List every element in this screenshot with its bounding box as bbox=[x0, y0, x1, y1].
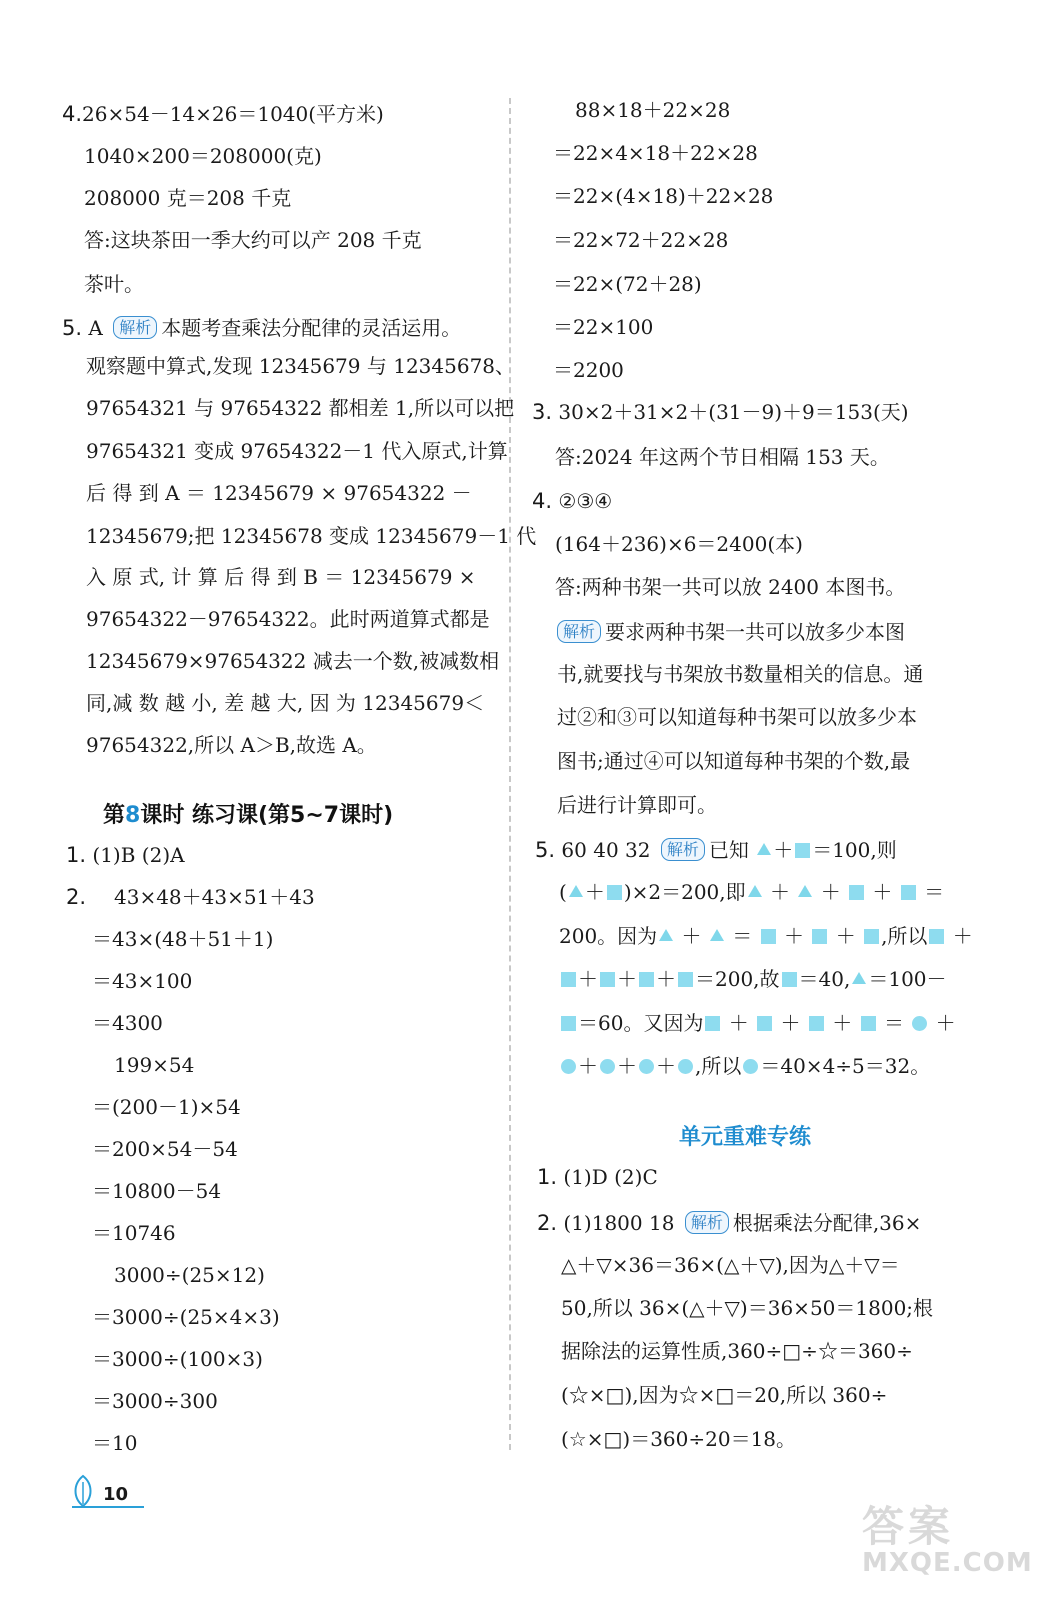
calc-line: ＝10 bbox=[92, 1431, 138, 1455]
lesson-q1: 1. (1)B (2)A bbox=[66, 843, 185, 867]
footer-rule bbox=[72, 1506, 144, 1508]
calc-line: ＝3000÷300 bbox=[92, 1389, 218, 1413]
square-icon bbox=[757, 1016, 772, 1031]
analysis-tag: 解析 bbox=[113, 316, 157, 339]
q4-number: 4. bbox=[62, 102, 83, 126]
calc-line: ＝10746 bbox=[92, 1221, 176, 1245]
q5-line1: 5. 60 40 32 解析 已知 ＋ ＝100,则 bbox=[535, 838, 897, 862]
circle-icon bbox=[561, 1059, 576, 1074]
q4-calc: (164＋236)×6＝2400(本) bbox=[555, 532, 803, 556]
q4-analysis-line: 后进行计算即可。 bbox=[557, 793, 717, 817]
watermark-logo: 答案 MXQE.COM bbox=[862, 1502, 1033, 1578]
circle-icon bbox=[600, 1059, 615, 1074]
square-icon bbox=[861, 1016, 876, 1031]
circle-icon bbox=[678, 1059, 693, 1074]
leaf-icon bbox=[70, 1474, 96, 1508]
calc-line: ＝4300 bbox=[92, 1011, 163, 1035]
square-icon bbox=[678, 972, 693, 987]
calc-line: ＝22×4×18＋22×28 bbox=[553, 141, 758, 165]
analysis-tag: 解析 bbox=[661, 838, 705, 861]
square-icon bbox=[782, 972, 797, 987]
section-q1: 1. (1)D (2)C bbox=[537, 1165, 658, 1189]
circle-icon bbox=[639, 1059, 654, 1074]
q5-analysis-line: 97654322,所以 A＞B,故选 A。 bbox=[86, 733, 377, 757]
q4-analysis-line: 书,就要找与书架放书数量相关的信息。通 bbox=[557, 662, 924, 686]
calc-line: ＝200×54－54 bbox=[92, 1137, 238, 1161]
triangle-icon bbox=[757, 843, 771, 855]
q5-line5: ＝60。又因为 ＋ ＋ ＋ ＝ ＋ bbox=[559, 1013, 956, 1033]
circle-icon bbox=[743, 1059, 758, 1074]
column-divider bbox=[509, 98, 511, 1450]
q5-analysis-line: 12345679×97654322 减去一个数,被减数相 bbox=[86, 649, 500, 673]
triangle-icon bbox=[852, 972, 866, 984]
triangle-icon bbox=[748, 885, 762, 897]
q4-line1: 4.26×54－14×26＝1040(平方米) bbox=[62, 102, 384, 126]
q5-analysis-line: 12345679;把 12345678 变成 12345679－1 代 bbox=[86, 524, 537, 548]
q5-analysis-line: 观察题中算式,发现 12345679 与 12345678、 bbox=[86, 354, 516, 378]
calc-line: ＝22×100 bbox=[553, 315, 654, 339]
analysis-tag: 解析 bbox=[685, 1211, 729, 1234]
calc-line: ＝2200 bbox=[553, 358, 624, 382]
calc-line: 43×48＋43×51＋43 bbox=[114, 885, 315, 909]
calc-line: 199×54 bbox=[114, 1053, 195, 1077]
calc-line: 3000÷(25×12) bbox=[114, 1263, 265, 1287]
circle-icon bbox=[912, 1016, 927, 1031]
section-q2-line1: 2. (1)1800 18 解析 根据乘法分配律,36× bbox=[537, 1211, 922, 1235]
calc-line: ＝3000÷(100×3) bbox=[92, 1347, 263, 1371]
calc-line: ＝43×100 bbox=[92, 969, 193, 993]
q4-analysis-line: 过②和③可以知道每种书架可以放多少本 bbox=[557, 705, 917, 729]
lesson-heading: 第8课时 练习课(第5~7课时) bbox=[103, 803, 394, 828]
square-icon bbox=[809, 1016, 824, 1031]
square-icon bbox=[929, 929, 944, 944]
q4-line5: 茶叶。 bbox=[84, 272, 144, 296]
q4-answer: 答:两种书架一共可以放 2400 本图书。 bbox=[555, 575, 906, 599]
q5-analysis-line: 后 得 到 A ＝ 12345679 × 97654322 － bbox=[86, 481, 472, 505]
calc-line: ＝(200－1)×54 bbox=[92, 1095, 241, 1119]
q4-answer-line: 4. ②③④ bbox=[532, 489, 613, 513]
square-icon bbox=[901, 885, 916, 900]
q5-line1: 5. A 解析 本题考查乘法分配律的灵活运用。 bbox=[62, 316, 462, 340]
square-icon bbox=[561, 972, 576, 987]
q5-answer: A bbox=[88, 316, 103, 340]
q5-answers: 60 40 32 bbox=[561, 838, 651, 862]
analysis-tag: 解析 bbox=[557, 620, 601, 643]
q5-line4: ＋ ＋ ＋ ＝200,故 ＝40, ＝100－ bbox=[559, 969, 947, 989]
calc-line: ＝22×72＋22×28 bbox=[553, 228, 729, 252]
calc-line: 88×18＋22×28 bbox=[575, 98, 731, 122]
section-heading: 单元重难专练 bbox=[679, 1125, 812, 1150]
q4-line2: 1040×200＝208000(克) bbox=[84, 144, 322, 168]
q3-line1: 3. 30×2＋31×2＋(31－9)＋9＝153(天) bbox=[532, 400, 909, 424]
calc-line: ＝43×(48＋51＋1) bbox=[92, 927, 274, 951]
square-icon bbox=[795, 843, 810, 858]
triangle-icon bbox=[798, 885, 812, 897]
q5-analysis-line: 同,减 数 越 小, 差 越 大, 因 为 12345679＜ bbox=[86, 691, 485, 715]
square-icon bbox=[600, 972, 615, 987]
triangle-icon bbox=[659, 929, 673, 941]
q4-line4: 答:这块茶田一季大约可以产 208 千克 bbox=[84, 228, 422, 252]
section-q2-analysis-line: 据除法的运算性质,360÷□÷☆＝360÷ bbox=[561, 1339, 913, 1363]
section-q2-analysis-line: 50,所以 36×(△＋▽)＝36×50＝1800;根 bbox=[561, 1296, 934, 1320]
q5-analysis-line: 97654322－97654322。此时两道算式都是 bbox=[86, 607, 490, 631]
triangle-icon bbox=[710, 929, 724, 941]
square-icon bbox=[705, 1016, 720, 1031]
q5-analysis-line: 97654321 与 97654322 都相差 1,所以可以把 bbox=[86, 396, 515, 420]
square-icon bbox=[561, 1016, 576, 1031]
square-icon bbox=[812, 929, 827, 944]
section-q2-analysis-line: △＋▽×36＝36×(△＋▽),因为△＋▽＝ bbox=[561, 1253, 900, 1277]
square-icon bbox=[864, 929, 879, 944]
page-number: 10 bbox=[103, 1484, 129, 1505]
q5-analysis-line: 97654321 变成 97654322－1 代入原式,计算 bbox=[86, 439, 508, 463]
q5-analysis-line: 入 原 式, 计 算 后 得 到 B ＝ 12345679 × bbox=[86, 565, 476, 589]
square-icon bbox=[761, 929, 776, 944]
lesson-q2-line1: 2. bbox=[66, 885, 87, 909]
section-q2-analysis-line: (☆×□)＝360÷20＝18。 bbox=[561, 1427, 797, 1451]
q5-line6: ＋ ＋ ＋ ,所以 ＝40×4÷5＝32。 bbox=[559, 1056, 930, 1076]
triangle-icon bbox=[569, 885, 583, 897]
q4-line3: 208000 克＝208 千克 bbox=[84, 186, 292, 210]
q5-line2: ( ＋ )×2＝200,即 ＋ ＋ ＋ ＝ bbox=[559, 880, 945, 904]
square-icon bbox=[639, 972, 654, 987]
calc-line: ＝22×(72＋28) bbox=[553, 272, 702, 296]
section-q2-analysis-line: (☆×□),因为☆×□＝20,所以 360÷ bbox=[561, 1383, 888, 1407]
calc-line: ＝3000÷(25×4×3) bbox=[92, 1305, 280, 1329]
square-icon bbox=[607, 885, 622, 900]
calc-line: ＝10800－54 bbox=[92, 1179, 222, 1203]
q4-analysis-line: 解析 要求两种书架一共可以放多少本图 bbox=[553, 620, 905, 643]
q5-number: 5. bbox=[62, 316, 83, 340]
calc-line: ＝22×(4×18)＋22×28 bbox=[553, 184, 774, 208]
square-icon bbox=[849, 885, 864, 900]
q5-line3: 200。因为 ＋ ＝ ＋ ＋ ,所以 ＋ bbox=[559, 924, 973, 948]
q4-analysis-line: 图书;通过④可以知道每种书架的个数,最 bbox=[557, 749, 911, 773]
q3-line2: 答:2024 年这两个节日相隔 153 天。 bbox=[555, 445, 890, 469]
